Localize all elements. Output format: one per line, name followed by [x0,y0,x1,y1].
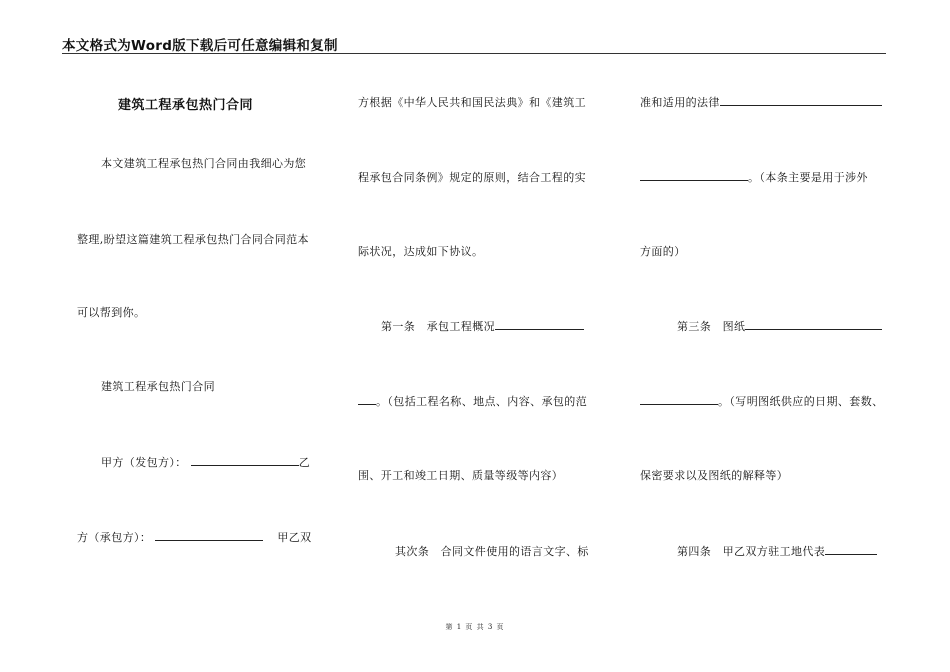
document-header [62,35,886,54]
col2-line-2: 程承包合同条例》规定的原则，结合工程的实 [358,171,586,184]
party-b-tail: 甲乙双 [277,531,312,544]
article-3-note: 。（写明图纸供应的日期、套数、 [718,395,884,408]
article-4-line [677,543,877,559]
law-blank [720,94,882,106]
article-1-note-line [358,393,587,409]
party-a-tail: 乙 [298,456,311,469]
party-b-line [77,529,312,545]
party-a-line [101,454,310,470]
col3-line-1 [640,94,882,110]
article-1-line [381,318,584,334]
party-b-blank [155,529,263,541]
article-2-heading: 其次条 合同文件使用的语言文字、标 [395,545,589,558]
col3-line-1-text: 准和适用的法律 [640,96,720,109]
contract-subtitle: 建筑工程承包热门合同 [101,380,215,393]
article-1-heading: 第一条 承包工程概况 [381,320,495,333]
article-1-note-blank [358,393,376,405]
article-4-heading: 第四条 甲乙双方驻工地代表 [677,545,826,558]
article-3-blank [745,318,882,330]
article-1-note: 。（包括工程名称、地点、内容、承包的范 [376,395,588,408]
col3-line-3: 方面的） [640,245,686,258]
party-a-label: 甲方（发包方）： [101,456,187,469]
article-3-note-line [640,393,884,409]
article-1-note-2: 围、开工和竣工日期、质量等级等内容） [358,469,564,482]
article-3-note-blank [640,393,718,405]
party-b-label: 方（承包方）： [77,531,152,544]
article-3-line [677,318,882,334]
header-text: 本文格式为Word版下载后可任意编辑和复制 [62,38,338,54]
intro-line-3: 可以帮到你。 [77,306,146,319]
article-3-note-2: 保密要求以及图纸的解释等） [640,469,789,482]
col3-line-2 [640,169,868,185]
col3-line-2-text: 。（本条主要是用于涉外 [748,171,868,184]
party-a-blank [191,454,299,466]
col2-line-1: 方根据《中华人民共和国民法典》和《建筑工 [358,96,586,109]
col2-line-3: 际状况，达成如下协议。 [358,245,484,258]
intro-line-2: 整理,盼望这篇建筑工程承包热门合同合同范本 [77,233,309,246]
law-blank-2 [640,169,748,181]
article-4-blank [825,543,877,555]
document-title: 建筑工程承包热门合同 [118,98,254,113]
page-number: 第 1 页 共 3 页 [445,623,505,631]
article-3-heading: 第三条 图纸 [677,320,746,333]
article-1-blank [495,318,584,330]
intro-line-1: 本文建筑工程承包热门合同由我细心为您 [101,157,307,170]
